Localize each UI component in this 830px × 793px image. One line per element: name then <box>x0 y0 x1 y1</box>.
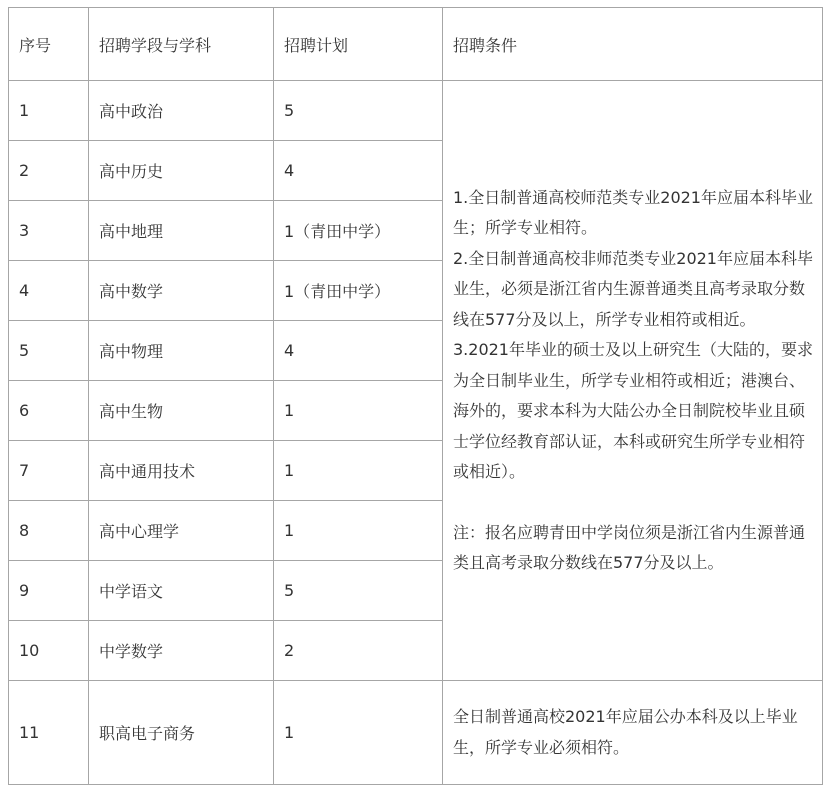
subject-cell: 高中历史 <box>89 141 274 201</box>
plan-cell: 1 <box>274 501 443 561</box>
condition-note: 注：报名应聘青田中学岗位须是浙江省内生源普通类且高考录取分数线在577分及以上。 <box>453 522 806 572</box>
condition-item: 1.全日制普通高校师范类专业2021年应届本科毕业生；所学专业相符。 <box>453 187 813 237</box>
serial-cell: 7 <box>9 441 89 501</box>
condition-item: 3.2021年毕业的硕士及以上研究生（大陆的，要求为全日制毕业生，所学专业相符或相近；港澳台、海外的，要求本科为大陆公办全日制院校毕业且硕士学位经教育部认证，本科或研究生所学专业相符或相近）。 <box>453 340 813 481</box>
conditions-cell-last: 全日制普通高校2021年应届公办本科及以上毕业生，所学专业必须相符。 <box>443 681 823 785</box>
subject-cell: 高中生物 <box>89 381 274 441</box>
table-row <box>9 681 823 785</box>
plan-cell: 4 <box>274 321 443 381</box>
header-serial: 序号 <box>9 8 89 81</box>
plan-cell: 5 <box>274 561 443 621</box>
serial-cell: 5 <box>9 321 89 381</box>
serial-cell: 11 <box>9 681 89 785</box>
serial-cell: 2 <box>9 141 89 201</box>
subject-cell: 高中心理学 <box>89 501 274 561</box>
condition-item: 2.全日制普通高校非师范类专业2021年应届本科毕业生，必须是浙江省内生源普通类且高考录取分数线在577分及以上，所学专业相符或相近。 <box>453 248 813 329</box>
serial-cell: 9 <box>9 561 89 621</box>
table-header-row <box>9 8 823 81</box>
serial-cell: 4 <box>9 261 89 321</box>
plan-cell: 1 <box>274 441 443 501</box>
subject-cell: 中学数学 <box>89 621 274 681</box>
subject-cell: 中学语文 <box>89 561 274 621</box>
serial-cell: 8 <box>9 501 89 561</box>
header-subject: 招聘学段与学科 <box>89 8 274 81</box>
serial-cell: 3 <box>9 201 89 261</box>
subject-cell: 高中物理 <box>89 321 274 381</box>
recruitment-table <box>8 7 823 785</box>
serial-cell: 6 <box>9 381 89 441</box>
plan-cell: 5 <box>274 81 443 141</box>
conditions-cell-group <box>443 81 823 681</box>
subject-cell: 职高电子商务 <box>89 681 274 785</box>
subject-cell: 高中数学 <box>89 261 274 321</box>
plan-cell: 4 <box>274 141 443 201</box>
spacer <box>453 488 814 518</box>
header-conditions: 招聘条件 <box>443 8 823 81</box>
subject-cell: 高中通用技术 <box>89 441 274 501</box>
plan-cell: 1（青田中学） <box>274 261 443 321</box>
plan-cell: 1 <box>274 681 443 785</box>
plan-cell: 2 <box>274 621 443 681</box>
plan-cell: 1（青田中学） <box>274 201 443 261</box>
plan-cell: 1 <box>274 381 443 441</box>
header-plan: 招聘计划 <box>274 8 443 81</box>
subject-cell: 高中地理 <box>89 201 274 261</box>
serial-cell: 1 <box>9 81 89 141</box>
serial-cell: 10 <box>9 621 89 681</box>
table-row <box>9 81 823 141</box>
subject-cell: 高中政治 <box>89 81 274 141</box>
